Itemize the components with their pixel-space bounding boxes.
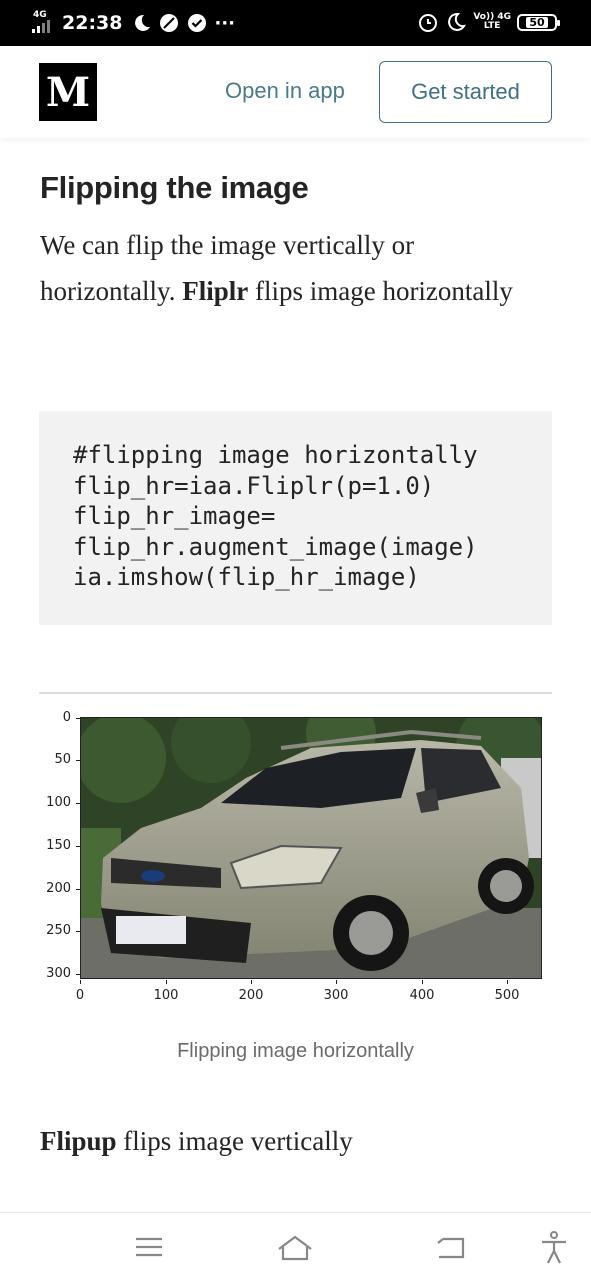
y-tick-mark (76, 974, 80, 975)
divider (39, 692, 552, 694)
section-heading: Flipping the image (40, 170, 309, 205)
paragraph-text: flips image vertically (116, 1126, 353, 1156)
y-tick-label: 200 (46, 881, 71, 896)
lte-indicator (473, 13, 511, 31)
figure-caption: Flipping image horizontally (177, 1040, 414, 1062)
paragraph-flipud (40, 1121, 353, 1161)
x-tick-mark (507, 980, 508, 984)
menu-icon[interactable] (131, 1229, 167, 1265)
network-type: 4G (33, 10, 47, 20)
y-tick-mark (76, 889, 80, 890)
paragraph-text: flips image horizontally (248, 276, 513, 306)
signal-icon (32, 9, 54, 37)
x-tick-mark (166, 980, 167, 984)
paragraph-fliplr (40, 222, 555, 314)
alarm-icon (417, 11, 439, 33)
y-tick-label: 50 (54, 752, 71, 767)
y-tick-label: 250 (46, 923, 71, 938)
bold-term-flipup: Flipup (40, 1126, 117, 1156)
battery-icon (517, 14, 557, 31)
moon-icon (445, 11, 467, 33)
code-block[interactable] (39, 411, 552, 625)
clock: 22:38 (62, 12, 123, 34)
home-icon[interactable] (277, 1229, 313, 1265)
y-tick-mark (76, 931, 80, 932)
x-tick-label: 200 (238, 988, 264, 1003)
x-tick-mark (251, 980, 252, 984)
battery-level: 50 (526, 17, 547, 28)
y-tick-label: 0 (62, 710, 71, 725)
status-left (32, 9, 235, 37)
x-tick-label: 0 (75, 988, 85, 1003)
status-right (417, 11, 557, 33)
x-tick-mark (422, 980, 423, 984)
code-line: flip_hr=iaa.Fliplr(p=1.0) (73, 471, 435, 500)
code-line: #flipping image horizontally (73, 441, 478, 469)
lte-bottom: LTE (483, 21, 501, 31)
bold-term-fliplr: Fliplr (182, 276, 249, 306)
x-tick-label: 400 (409, 988, 435, 1003)
more-icon: ··· (214, 12, 235, 34)
y-tick-mark (76, 718, 80, 719)
y-tick-label: 100 (46, 795, 71, 810)
x-tick-mark (80, 980, 81, 984)
site-header (0, 46, 591, 138)
open-in-app-link[interactable]: Open in app (225, 78, 345, 103)
medium-logo[interactable]: M (39, 63, 97, 121)
x-tick-label: 100 (153, 988, 179, 1003)
y-tick-label: 150 (46, 838, 71, 853)
y-tick-mark (76, 803, 80, 804)
code-line: flip_hr.augment_image(image) (73, 532, 478, 561)
y-tick-mark (76, 846, 80, 847)
code-line: ia.imshow(flip_hr_image) (73, 563, 420, 591)
system-nav-bar (0, 1212, 591, 1280)
check-circle-icon (186, 12, 208, 34)
code-line: flip_hr_image= (73, 502, 276, 530)
lte-top: Vo)) 4G (473, 12, 511, 22)
x-tick-label: 300 (323, 988, 349, 1003)
get-started-button[interactable]: Get started (379, 61, 552, 123)
figure (39, 700, 552, 1005)
leaf-icon (158, 12, 180, 34)
moon-icon (130, 12, 152, 34)
status-bar (0, 0, 591, 46)
car-image[interactable] (80, 717, 542, 979)
y-tick-label: 300 (46, 966, 71, 981)
paragraph-text: We can flip the image vertically or horizontally. (40, 230, 415, 306)
accessibility-icon[interactable] (536, 1229, 572, 1265)
y-tick-mark (76, 760, 80, 761)
x-tick-label: 500 (494, 988, 520, 1003)
back-icon[interactable] (433, 1229, 469, 1265)
x-tick-mark (336, 980, 337, 984)
car-photo-illustration (81, 718, 542, 979)
